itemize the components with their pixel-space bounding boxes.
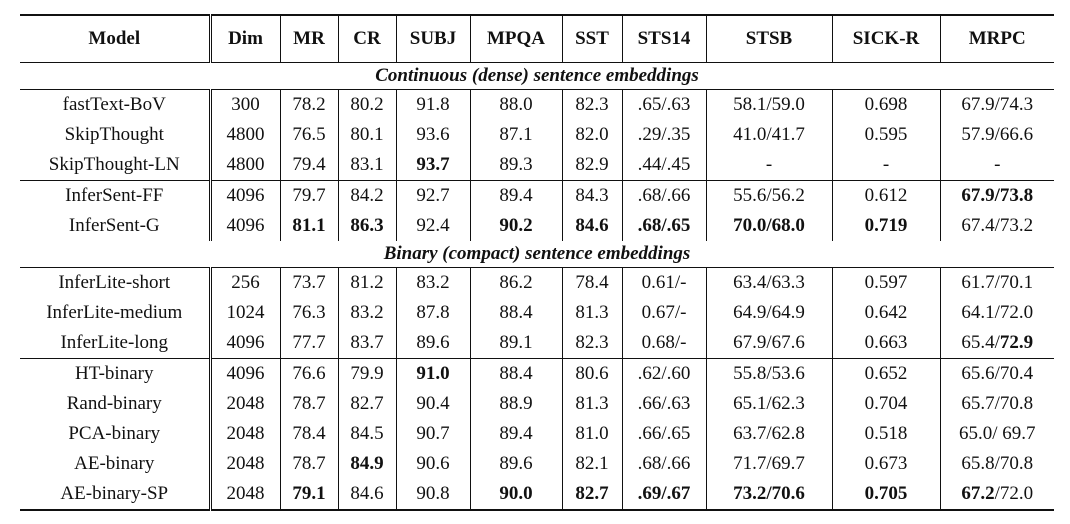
cell-mrpc: - (940, 150, 1054, 181)
cell-mrpc: 57.9/66.6 (940, 120, 1054, 150)
cell-mpqa: 90.0 (470, 479, 562, 510)
table-row (20, 181, 1054, 212)
cell-stsb: 70.0/68.0 (706, 211, 832, 241)
cell-dim: 4096 (210, 211, 280, 241)
cell-mr: 73.7 (280, 268, 338, 299)
table-row (20, 328, 1054, 359)
cell-cr: 80.1 (338, 120, 396, 150)
cell-dim: 2048 (210, 389, 280, 419)
table-row (20, 389, 1054, 419)
table-row (20, 298, 1054, 328)
cell-sst: 82.3 (562, 90, 622, 121)
cell-cr: 82.7 (338, 389, 396, 419)
cell-mrpc: 67.9/73.8 (940, 181, 1054, 212)
cell-part: /72.0 (994, 483, 1034, 504)
cell-dim: 2048 (210, 479, 280, 510)
table-row (20, 449, 1054, 479)
cell-mpqa: 90.2 (470, 211, 562, 241)
cell-stsb: 63.4/63.3 (706, 268, 832, 299)
cell-model: SkipThought-LN (20, 150, 210, 181)
cell-sick-r: 0.597 (832, 268, 940, 299)
table-row (20, 120, 1054, 150)
cell-model: fastText-BoV (20, 90, 210, 121)
cell-mr: 76.5 (280, 120, 338, 150)
cell-sts14: .29/.35 (622, 120, 706, 150)
section-title-rest: (dense) sentence embeddings (467, 65, 699, 86)
header-mpqa: MPQA (470, 15, 562, 63)
table-body (20, 63, 1054, 511)
cell-dim: 2048 (210, 419, 280, 449)
table-row (20, 150, 1054, 181)
cell-mr: 79.1 (280, 479, 338, 510)
cell-mr: 79.4 (280, 150, 338, 181)
cell-mr: 76.6 (280, 359, 338, 390)
cell-sts14: .68/.66 (622, 449, 706, 479)
header-sst: SST (562, 15, 622, 63)
cell-cr: 79.9 (338, 359, 396, 390)
cell-sts14: .68/.65 (622, 211, 706, 241)
cell-sick-r: 0.704 (832, 389, 940, 419)
section-title-emphasis: Continuous (375, 65, 468, 86)
header-mr: MR (280, 15, 338, 63)
cell-dim: 4800 (210, 150, 280, 181)
cell-sts14: .65/.63 (622, 90, 706, 121)
cell-subj: 92.4 (396, 211, 470, 241)
cell-stsb: 55.6/56.2 (706, 181, 832, 212)
cell-mrpc (940, 479, 1054, 510)
table-row (20, 479, 1054, 510)
cell-sst: 81.3 (562, 389, 622, 419)
cell-mrpc: 65.8/70.8 (940, 449, 1054, 479)
cell-cr: 84.6 (338, 479, 396, 510)
cell-sst: 82.7 (562, 479, 622, 510)
cell-mr: 78.7 (280, 449, 338, 479)
cell-part: 67.2 (961, 483, 995, 504)
cell-sst: 81.3 (562, 298, 622, 328)
cell-mr: 81.1 (280, 211, 338, 241)
cell-cr: 83.2 (338, 298, 396, 328)
cell-sts14: 0.61/- (622, 268, 706, 299)
section-title (20, 63, 1054, 90)
header-cr: CR (338, 15, 396, 63)
cell-subj: 87.8 (396, 298, 470, 328)
section-title (20, 241, 1054, 268)
cell-mpqa: 86.2 (470, 268, 562, 299)
cell-model: SkipThought (20, 120, 210, 150)
cell-subj: 90.6 (396, 449, 470, 479)
cell-model: Rand-binary (20, 389, 210, 419)
cell-cr: 81.2 (338, 268, 396, 299)
cell-mpqa: 88.0 (470, 90, 562, 121)
cell-sts14: 0.68/- (622, 328, 706, 359)
cell-cr: 83.1 (338, 150, 396, 181)
cell-stsb: 65.1/62.3 (706, 389, 832, 419)
cell-dim: 4096 (210, 359, 280, 390)
cell-subj: 89.6 (396, 328, 470, 359)
cell-subj: 93.7 (396, 150, 470, 181)
table-row (20, 419, 1054, 449)
cell-sst: 78.4 (562, 268, 622, 299)
cell-sick-r: - (832, 150, 940, 181)
cell-sick-r: 0.705 (832, 479, 940, 510)
cell-dim: 4800 (210, 120, 280, 150)
cell-mrpc: 65.7/70.8 (940, 389, 1054, 419)
cell-sts14: .66/.65 (622, 419, 706, 449)
cell-sst: 82.9 (562, 150, 622, 181)
cell-model: InferLite-long (20, 328, 210, 359)
table-row (20, 359, 1054, 390)
cell-sick-r: 0.719 (832, 211, 940, 241)
cell-subj: 93.6 (396, 120, 470, 150)
cell-sts14: .66/.63 (622, 389, 706, 419)
cell-model: AE-binary-SP (20, 479, 210, 510)
cell-sst: 82.3 (562, 328, 622, 359)
cell-mrpc: 61.7/70.1 (940, 268, 1054, 299)
cell-mpqa: 88.9 (470, 389, 562, 419)
cell-cr: 86.3 (338, 211, 396, 241)
cell-sts14: .69/.67 (622, 479, 706, 510)
cell-mr: 79.7 (280, 181, 338, 212)
cell-stsb: 41.0/41.7 (706, 120, 832, 150)
cell-model: InferSent-G (20, 211, 210, 241)
cell-mrpc: 67.9/74.3 (940, 90, 1054, 121)
cell-cr: 84.5 (338, 419, 396, 449)
cell-dim: 4096 (210, 181, 280, 212)
header-row (20, 15, 1054, 63)
cell-model: HT-binary (20, 359, 210, 390)
cell-stsb: 55.8/53.6 (706, 359, 832, 390)
cell-cr: 84.9 (338, 449, 396, 479)
cell-model: PCA-binary (20, 419, 210, 449)
cell-mrpc: 64.1/72.0 (940, 298, 1054, 328)
cell-mpqa: 88.4 (470, 359, 562, 390)
cell-cr: 84.2 (338, 181, 396, 212)
cell-mrpc: 65.0/ 69.7 (940, 419, 1054, 449)
cell-subj: 91.0 (396, 359, 470, 390)
cell-subj: 90.8 (396, 479, 470, 510)
cell-sick-r: 0.698 (832, 90, 940, 121)
cell-dim: 300 (210, 90, 280, 121)
cell-model: InferLite-short (20, 268, 210, 299)
cell-sick-r: 0.612 (832, 181, 940, 212)
cell-sick-r: 0.518 (832, 419, 940, 449)
cell-sst: 82.1 (562, 449, 622, 479)
header-sts14: STS14 (622, 15, 706, 63)
cell-stsb: 67.9/67.6 (706, 328, 832, 359)
cell-mpqa: 89.3 (470, 150, 562, 181)
cell-model: InferLite-medium (20, 298, 210, 328)
cell-subj: 83.2 (396, 268, 470, 299)
cell-mr: 76.3 (280, 298, 338, 328)
cell-sts14: .68/.66 (622, 181, 706, 212)
section-header-row (20, 241, 1054, 268)
cell-sst: 84.3 (562, 181, 622, 212)
section-title-emphasis: Binary (383, 243, 438, 264)
cell-part: 65.4/ (961, 332, 1000, 353)
cell-stsb: - (706, 150, 832, 181)
cell-subj: 90.4 (396, 389, 470, 419)
cell-stsb: 73.2/70.6 (706, 479, 832, 510)
header-sick-r: SICK-R (832, 15, 940, 63)
cell-sick-r: 0.595 (832, 120, 940, 150)
cell-sick-r: 0.663 (832, 328, 940, 359)
table-row (20, 90, 1054, 121)
cell-sts14: .62/.60 (622, 359, 706, 390)
cell-subj: 90.7 (396, 419, 470, 449)
header-dim: Dim (210, 15, 280, 63)
cell-mr: 78.4 (280, 419, 338, 449)
table-row (20, 268, 1054, 299)
cell-stsb: 58.1/59.0 (706, 90, 832, 121)
cell-sick-r: 0.673 (832, 449, 940, 479)
cell-mr: 77.7 (280, 328, 338, 359)
cell-mpqa: 88.4 (470, 298, 562, 328)
cell-dim: 4096 (210, 328, 280, 359)
table-header (20, 15, 1054, 63)
cell-dim: 2048 (210, 449, 280, 479)
header-subj: SUBJ (396, 15, 470, 63)
table-row (20, 211, 1054, 241)
cell-mpqa: 89.4 (470, 181, 562, 212)
cell-subj: 91.8 (396, 90, 470, 121)
section-title-rest: (compact) sentence embeddings (437, 243, 691, 264)
header-stsb: STSB (706, 15, 832, 63)
header-model: Model (20, 15, 210, 63)
cell-dim: 256 (210, 268, 280, 299)
cell-sick-r: 0.652 (832, 359, 940, 390)
cell-mpqa: 87.1 (470, 120, 562, 150)
cell-stsb: 71.7/69.7 (706, 449, 832, 479)
cell-mrpc (940, 328, 1054, 359)
cell-mpqa: 89.4 (470, 419, 562, 449)
cell-sst: 80.6 (562, 359, 622, 390)
cell-stsb: 63.7/62.8 (706, 419, 832, 449)
cell-part: 72.9 (999, 332, 1034, 353)
results-table (20, 14, 1054, 511)
cell-cr: 80.2 (338, 90, 396, 121)
cell-sts14: .44/.45 (622, 150, 706, 181)
cell-mr: 78.2 (280, 90, 338, 121)
cell-sst: 81.0 (562, 419, 622, 449)
cell-sst: 82.0 (562, 120, 622, 150)
cell-sst: 84.6 (562, 211, 622, 241)
cell-model: AE-binary (20, 449, 210, 479)
cell-cr: 83.7 (338, 328, 396, 359)
cell-mpqa: 89.1 (470, 328, 562, 359)
cell-model: InferSent-FF (20, 181, 210, 212)
cell-mr: 78.7 (280, 389, 338, 419)
cell-sick-r: 0.642 (832, 298, 940, 328)
section-header-row (20, 63, 1054, 90)
header-mrpc: MRPC (940, 15, 1054, 63)
cell-mpqa: 89.6 (470, 449, 562, 479)
results-table-container (20, 14, 1054, 511)
cell-mrpc: 67.4/73.2 (940, 211, 1054, 241)
cell-stsb: 64.9/64.9 (706, 298, 832, 328)
cell-sts14: 0.67/- (622, 298, 706, 328)
cell-subj: 92.7 (396, 181, 470, 212)
cell-mrpc: 65.6/70.4 (940, 359, 1054, 390)
cell-dim: 1024 (210, 298, 280, 328)
